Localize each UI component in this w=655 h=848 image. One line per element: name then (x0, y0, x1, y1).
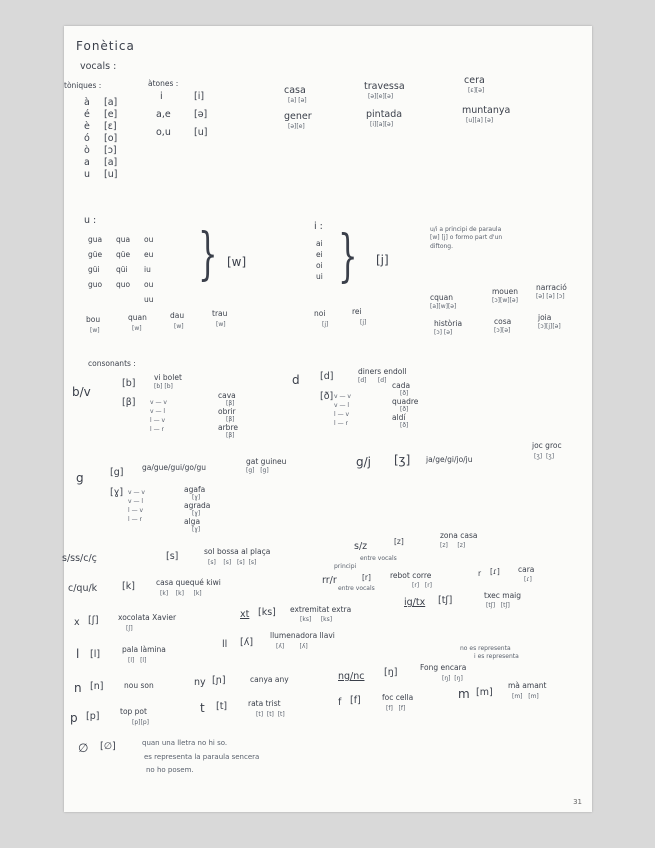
t-examples-transcription: [t] [t] [t] (256, 711, 285, 718)
ny-examples: canya any (250, 675, 289, 684)
rr-examples-transcription: [r] [r] (412, 582, 433, 589)
r-symbol: [ɾ] (490, 567, 500, 576)
p-label: p (70, 711, 78, 725)
vocal-example-word: pintada (366, 109, 403, 120)
l-examples-transcription: [l] [l] (128, 657, 147, 664)
l-symbol: [l] (90, 649, 101, 660)
tonica-letter: è (84, 121, 90, 132)
u-cell: qüe (116, 250, 131, 259)
x-examples: xocolata Xavier (118, 613, 177, 622)
ll-symbol: [ʎ] (240, 637, 254, 648)
vocal-example-transcription: [ə][e][ə] (368, 93, 394, 100)
atona-letter: i (160, 91, 163, 102)
vocal-example-word: gener (284, 111, 312, 122)
s-examples-transcription: [s] [s] [s] [s] (208, 559, 257, 566)
rr-label: rr/r (322, 575, 337, 586)
i-example-word: rei (352, 307, 362, 316)
tonica-letter: à (84, 97, 90, 108)
l-label: l (76, 647, 80, 661)
i-heading: i : (314, 221, 323, 232)
i-word-example: cquan (430, 293, 453, 302)
u-heading: u : (84, 215, 97, 226)
allophone-word: arbre (218, 423, 238, 432)
allophone-word: alga (184, 517, 201, 526)
zero-symbol: [∅] (100, 741, 116, 752)
bv-examples: vi bolet (154, 373, 182, 382)
vocal-example-word: muntanya (462, 105, 511, 116)
f-symbol: [f] (350, 695, 361, 706)
i-word-example: joia (538, 313, 552, 322)
tonica-letter: a (84, 157, 90, 168)
tonica-letter: ó (84, 133, 90, 144)
gj-examples: joc groc (532, 441, 562, 450)
g-label: g (76, 471, 84, 485)
t-examples: rata trist (248, 699, 281, 708)
ng-note2: i es representa (474, 653, 519, 660)
i-word-transcription: [ə] [ə] [ɔ] (536, 293, 565, 300)
u-symbol: [w] (227, 255, 247, 269)
u-example-transcription: [w] (90, 327, 100, 334)
allophone-word: agafa (184, 485, 206, 494)
allophone-rule: l — r (334, 420, 348, 427)
d-examples: diners endoll (358, 367, 407, 376)
g-examples: gat guineu (246, 457, 287, 466)
i-word-example: mouen (492, 287, 519, 296)
d-symbol-d: [d] (320, 371, 334, 382)
i-word-transcription: [ɔ][ə] (494, 327, 511, 334)
i-word-transcription: [a][w][ə] (430, 303, 457, 310)
ng-label: ng/nc (338, 671, 365, 682)
r-label: r (478, 569, 482, 578)
ng-examples: Fong encara (420, 663, 467, 672)
zero-note-2: es representa la paraula sencera (144, 753, 260, 761)
u-example-word: dau (170, 311, 185, 320)
tonica-symbol: [ɛ] (104, 121, 117, 132)
m-symbol: [m] (476, 687, 493, 698)
vocal-example-word: travessa (364, 81, 405, 92)
z-examples-transcription: [z] [z] (440, 542, 466, 549)
i-example-word: noi (314, 309, 326, 318)
i-cell: ui (316, 272, 323, 281)
u-cell: quo (116, 280, 131, 289)
g-symbol-gamma: [ɣ] (110, 487, 124, 498)
zero-note-3: no ho posem. (146, 766, 194, 774)
u-example-transcription: [w] (216, 321, 226, 328)
i-word-transcription: [ɔ][j][ə] (538, 323, 561, 330)
gj-label: g/j (356, 455, 371, 469)
l-examples: pala làmina (122, 645, 166, 654)
tonica-symbol: [u] (104, 169, 118, 180)
m-label: m (458, 687, 470, 701)
z-examples: zona casa (440, 531, 478, 540)
vocals-heading: vocals : (80, 61, 117, 72)
i-word-example: història (434, 319, 463, 328)
i-note: u/i a principi de paraula [w] [j] o formo part d'un diftong. (430, 226, 503, 250)
xt-examples-transcription: [ks] [ks] (300, 616, 333, 623)
x-label: x (74, 617, 80, 628)
u-example-word: quan (128, 313, 147, 322)
allophone-rule: v — l (150, 408, 166, 415)
z-label: s/z (354, 541, 368, 552)
u-cell: qüi (116, 265, 128, 274)
allophone-word: cava (218, 391, 236, 400)
bv-label: b/v (72, 385, 91, 399)
u-example-word: trau (212, 309, 228, 318)
tonica-letter: u (84, 169, 91, 180)
allophone-word: aldí (392, 413, 406, 422)
u-example-transcription: [w] (132, 325, 142, 332)
tonica-letter: é (84, 109, 90, 120)
i-example-transcription: [j] (322, 321, 329, 328)
p-symbol: [p] (86, 711, 100, 722)
tonica-symbol: [e] (104, 109, 118, 120)
u-brace: } (198, 222, 218, 287)
bv-symbol-beta: [β] (122, 397, 136, 408)
k-examples-transcription: [k] [k] [k] (160, 590, 202, 597)
r-examples: cara (518, 565, 535, 574)
tx-examples: txec maig (484, 591, 522, 600)
t-symbol: [t] (216, 701, 228, 712)
vocal-example-word: cera (464, 75, 485, 86)
u-cell: iu (144, 265, 151, 274)
allophone-word: quadre (392, 397, 419, 406)
u-cell: qua (116, 235, 131, 244)
xt-symbol: [ks] (258, 607, 276, 618)
rr-symbol: [r] (362, 573, 371, 582)
consonants-heading: consonants : (88, 359, 136, 368)
gj-examples-transcription: [ʒ] [ʒ] (534, 453, 555, 460)
allophone-word-transcription: [ð] (400, 406, 409, 413)
vocal-example-transcription: [u][a] [ə] (466, 117, 494, 124)
toniques-heading: tòniques : (64, 81, 102, 90)
u-cell: eu (144, 250, 154, 259)
atona-symbol: [i] (194, 91, 205, 102)
tonica-symbol: [a] (104, 97, 118, 108)
ng-note: no es representa (460, 645, 511, 652)
i-word-example: narració (536, 283, 567, 292)
vocal-example-word: casa (284, 85, 306, 96)
rr-note: principi (334, 563, 357, 570)
atona-letter: a,e (156, 109, 171, 120)
k-label: c/qu/k (68, 583, 98, 594)
ll-label: ll (222, 639, 228, 650)
bv-symbol-b: [b] (122, 378, 136, 389)
allophone-rule: l — v (128, 507, 144, 514)
allophone-rule: l — v (150, 417, 166, 424)
allophone-rule: v — v (128, 489, 145, 496)
tx-symbol: [tʃ] (438, 595, 453, 606)
gj-rule: ja/ge/gi/jo/ju (426, 455, 473, 464)
zero-label: ∅ (78, 741, 89, 755)
tx-label: ig/tx (404, 597, 426, 608)
allophone-word-transcription: [β] (226, 432, 235, 439)
u-cell: guo (88, 280, 103, 289)
n-symbol: [n] (90, 681, 104, 692)
page-title: Fonètica (76, 39, 135, 53)
vocal-example-transcription: [ɛ][ə] (468, 87, 485, 94)
i-symbol: [j] (376, 253, 389, 267)
x-examples-transcription: [ʃ] (126, 625, 133, 632)
allophone-rule: v — v (334, 393, 351, 400)
allophone-word-transcription: [ð] (400, 422, 409, 429)
notebook-page (64, 26, 592, 812)
f-examples: foc cella (382, 693, 414, 702)
allophone-rule: v — v (150, 399, 167, 406)
u-cell: uu (144, 295, 154, 304)
i-word-example: cosa (494, 317, 512, 326)
allophone-word: cada (392, 381, 411, 390)
z-symbol: [z] (394, 537, 404, 546)
f-examples-transcription: [f] [f] (386, 705, 406, 712)
tx-examples-transcription: [tʃ] [tʃ] (486, 602, 510, 609)
page-number: 31 (573, 798, 582, 806)
i-brace: } (338, 224, 358, 289)
m-examples: mà amant (508, 681, 547, 690)
i-word-transcription: [ɔ] [ə] (434, 329, 453, 336)
i-cell: oi (316, 261, 323, 270)
u-cell: güi (88, 265, 100, 274)
allophone-rule: l — v (334, 411, 350, 418)
u-example-transcription: [w] (174, 323, 184, 330)
n-examples: nou son (124, 681, 154, 690)
s-examples: sol bossa al plaça (204, 547, 271, 556)
rr-examples: rebot corre (390, 571, 432, 580)
allophone-word-transcription: [β] (226, 416, 235, 423)
d-label: d (292, 373, 300, 387)
allophone-rule: v — l (128, 498, 144, 505)
allophone-word-transcription: [ɣ] (192, 526, 201, 533)
allophone-rule: l — r (128, 516, 142, 523)
g-rule: ga/gue/gui/go/gu (142, 463, 207, 472)
atones-heading: àtones : (148, 79, 179, 88)
d-symbol-eth: [ð] (320, 391, 334, 402)
allophone-word: agrada (184, 501, 211, 510)
n-label: n (74, 681, 82, 695)
allophone-word-transcription: [ɣ] (192, 494, 201, 501)
r-examples-transcription: [ɾ] (524, 576, 532, 583)
allophone-rule: l — r (150, 426, 164, 433)
xt-examples: extremitat extra (290, 605, 352, 614)
s-label: s/ss/c/ç (62, 553, 97, 564)
tonica-symbol: [ɔ] (104, 145, 117, 156)
u-cell: ou (144, 280, 154, 289)
ng-examples-transcription: [ŋ] [ŋ] (442, 675, 463, 682)
u-cell: güe (88, 250, 103, 259)
tonica-symbol: [o] (104, 133, 118, 144)
i-example-transcription: [j] (360, 319, 367, 326)
tonica-symbol: [a] (104, 157, 118, 168)
u-example-word: bou (86, 315, 101, 324)
allophone-word-transcription: [ð] (400, 390, 409, 397)
bv-examples-transcription: [b] [b] (154, 383, 173, 390)
t-label: t (200, 701, 205, 715)
i-cell: ai (316, 239, 323, 248)
allophone-rule: v — l (334, 402, 350, 409)
z-note: entre vocals (360, 555, 397, 562)
s-symbol: [s] (166, 551, 179, 562)
vocal-example-transcription: [i][a][ə] (370, 121, 394, 128)
k-examples: casa quequé kiwi (156, 578, 221, 587)
gj-symbol: [ʒ] (394, 453, 411, 467)
g-symbol-g: [g] (110, 467, 124, 478)
i-word-transcription: [ɔ][w][ə] (492, 297, 518, 304)
tonica-letter: ò (84, 145, 90, 156)
atona-symbol: [u] (194, 127, 208, 138)
atona-letter: o,u (156, 127, 171, 138)
m-examples-transcription: [m] [m] (512, 693, 539, 700)
allophone-word: obrir (218, 407, 236, 416)
f-label: f (338, 697, 342, 708)
k-symbol: [k] (122, 581, 135, 592)
p-examples: top pot (120, 707, 147, 716)
zero-note-1: quan una lletra no hi so. (142, 739, 228, 747)
d-examples-transcription: [d] [d] (358, 377, 387, 384)
g-examples-transcription: [g] [g] (246, 467, 269, 474)
x-symbol: [ʃ] (88, 615, 99, 626)
ll-examples-transcription: [ʎ] [ʎ] (276, 643, 308, 650)
ng-symbol: [ŋ] (384, 667, 398, 678)
allophone-word-transcription: [ɣ] (192, 510, 201, 517)
i-cell: ei (316, 250, 323, 259)
rr-note2: entre vocals (338, 585, 375, 592)
vocal-example-transcription: [a] [ə] (288, 97, 307, 104)
p-examples-transcription: [p][p] (132, 719, 149, 726)
vocal-example-transcription: [ə][e] (288, 123, 305, 130)
allophone-word-transcription: [β] (226, 400, 235, 407)
ny-symbol: [ɲ] (212, 675, 226, 686)
atona-symbol: [ə] (194, 109, 208, 120)
u-cell: gua (88, 235, 103, 244)
xt-label: xt (240, 609, 250, 620)
u-cell: ou (144, 235, 154, 244)
ny-label: ny (194, 677, 206, 688)
ll-examples: llumenadora llavi (270, 631, 335, 640)
